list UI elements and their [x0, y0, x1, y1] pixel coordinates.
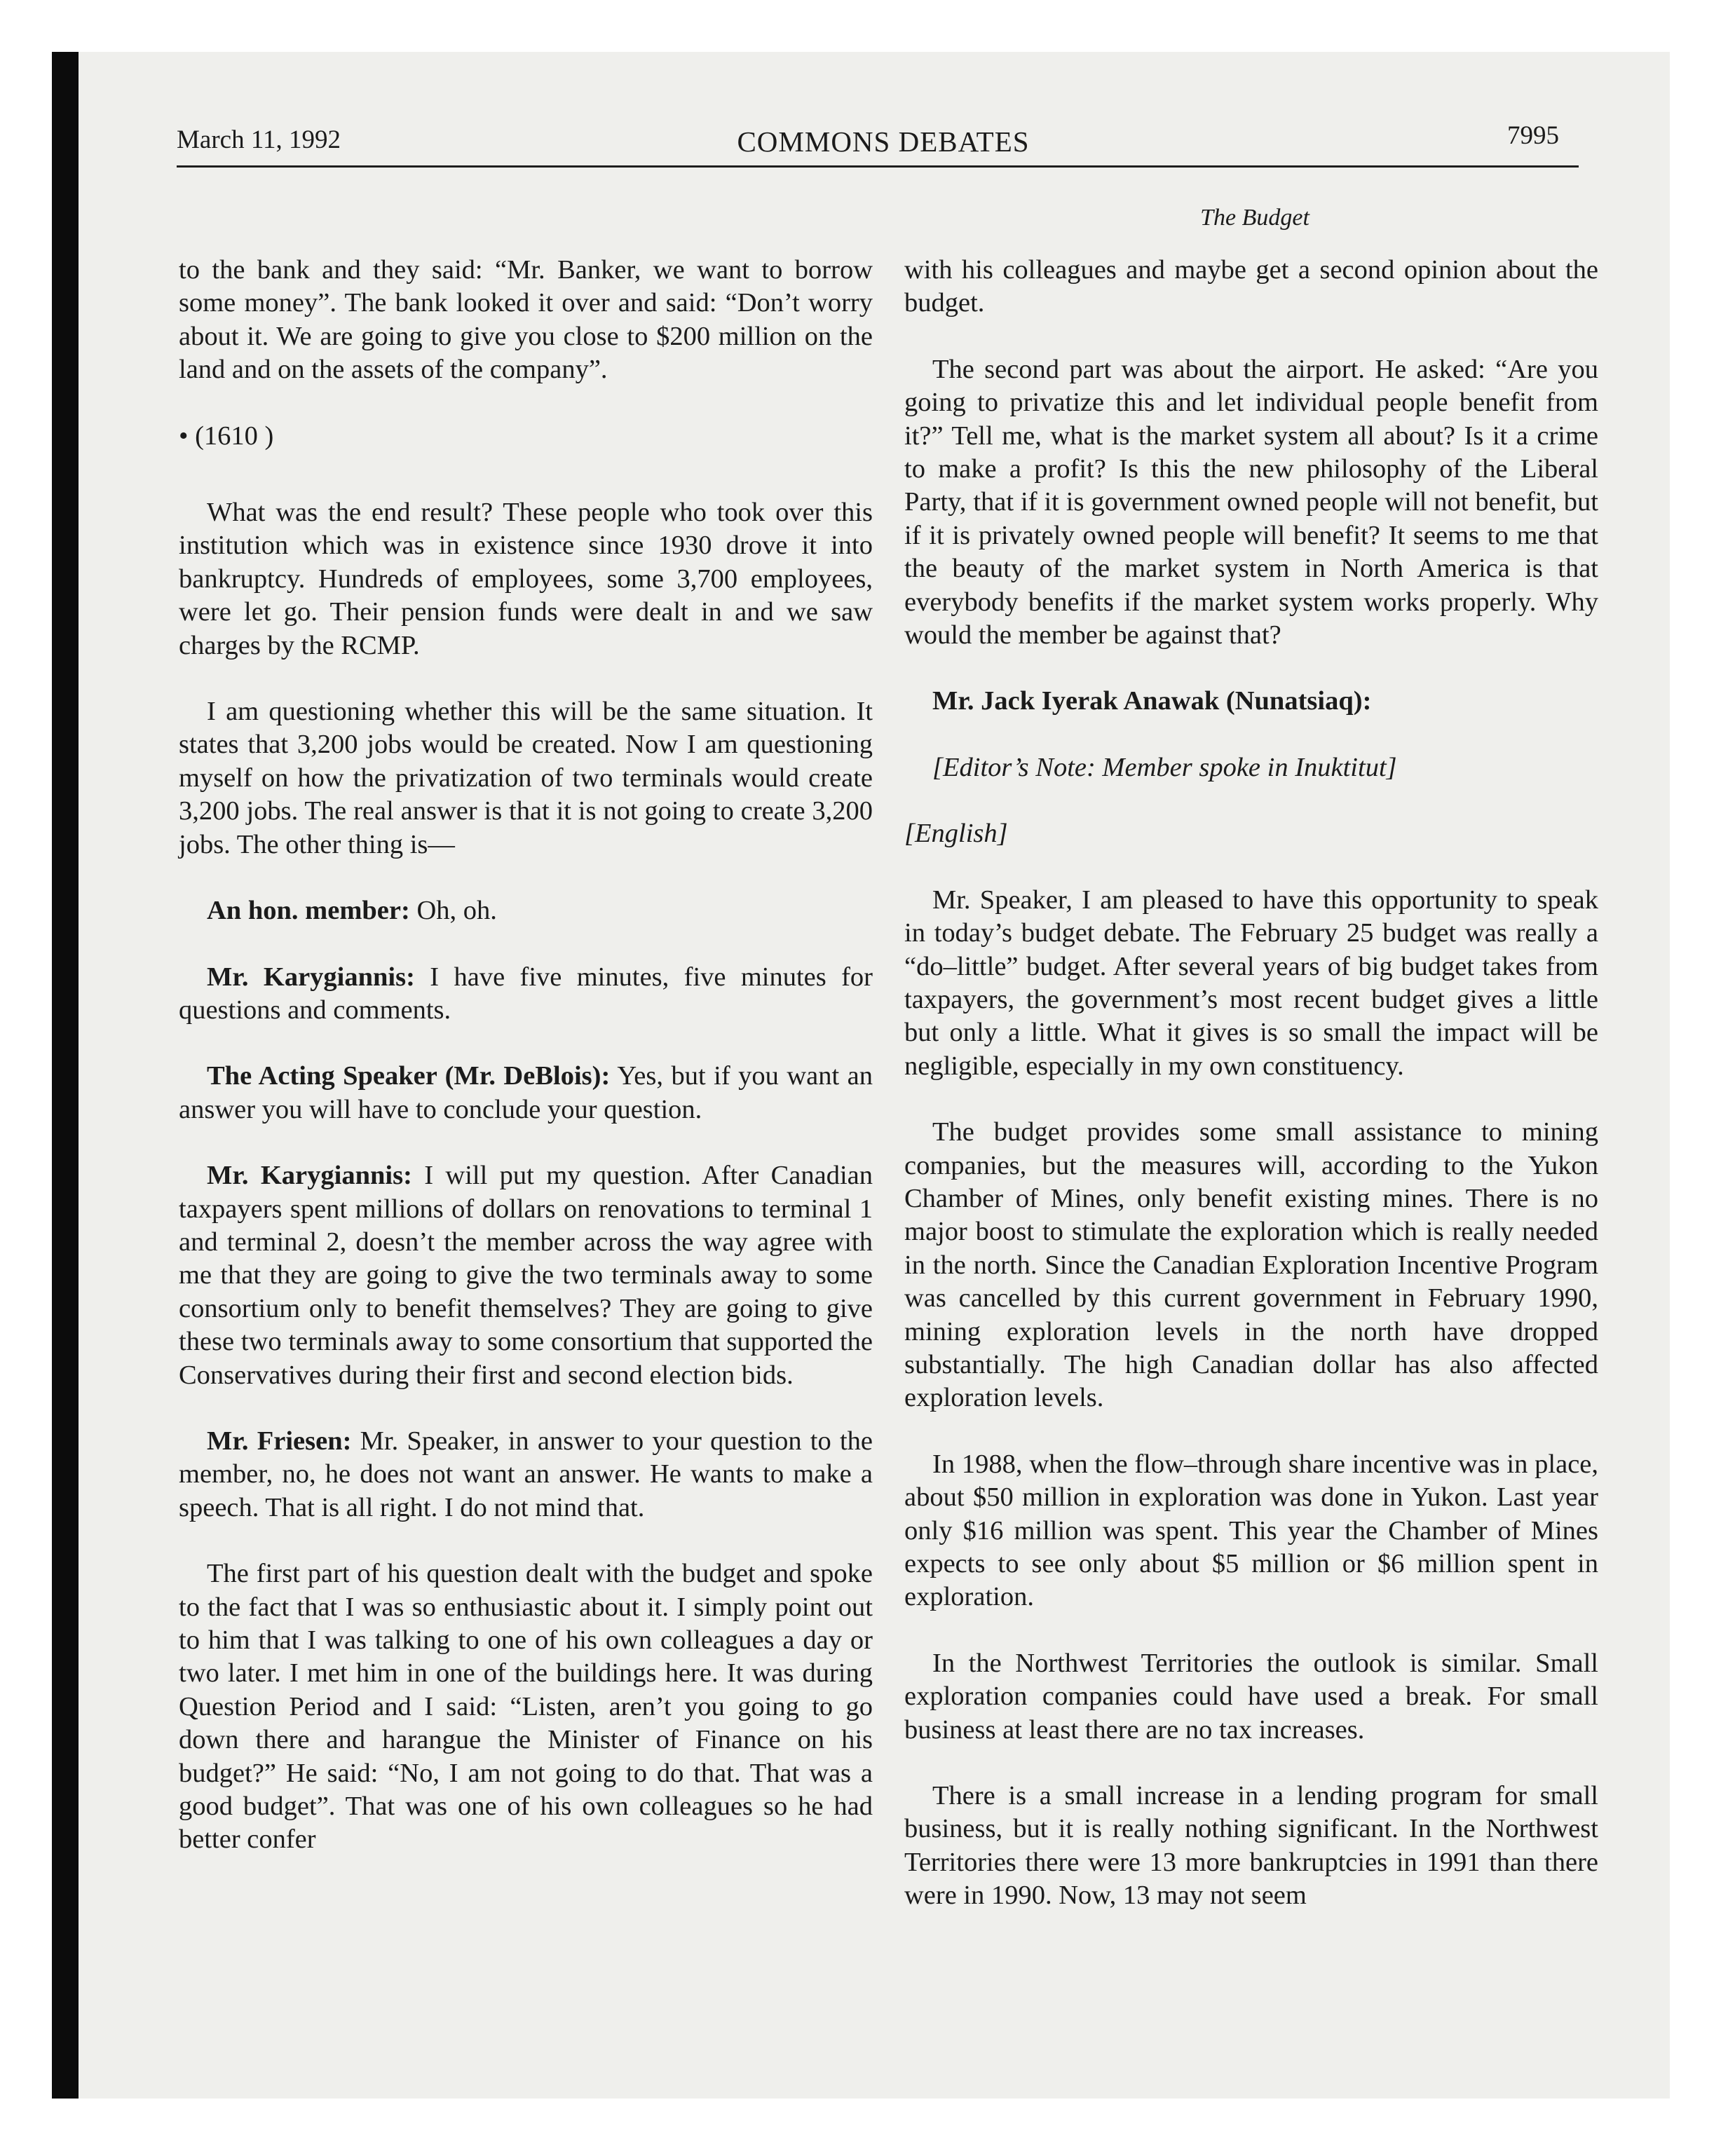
speaker-name: The Acting Speaker (Mr. DeBlois): — [207, 1061, 611, 1091]
paragraph: to the bank and they said: “Mr. Banker, we want to borrow some money”. The bank looked it over and said: “Don’t worry about it. We are going to give you close to $200 million on the land and on the assets of the company”. — [179, 255, 873, 385]
editors-note: [Editor’s Note: Member spoke in Inuktitut] — [932, 752, 1397, 782]
header-page-number: 7995 — [1507, 121, 1559, 150]
speaker-name: An hon. member: — [207, 896, 410, 926]
paragraph: I am questioning whether this will be the same situation. It states that 3,200 jobs would be created. Now I am questioning myself on how the privatization of two terminals would create 3,200 jobs. The real answer is that it is not going to create 3,200 jobs. The other thing is— — [179, 697, 873, 859]
speech-paragraph — [179, 894, 873, 927]
speech-text: Yes, but if you want an answer you will have to conclude your question. — [179, 1061, 873, 1124]
speech-paragraph — [179, 1159, 873, 1392]
paragraph: In the Northwest Territories the outlook is similar. Small exploration companies could have used a break. For small business at least there are no tax increases. — [904, 1648, 1598, 1745]
speaker-name: Mr. Karygiannis: — [207, 1161, 412, 1191]
left-column — [179, 254, 873, 1890]
speech-text: I will put my question. After Canadian taxpayers spent millions of dollars on renovations to terminal 1 and terminal 2, doesn’t the member across the way agree with me that they are going to give the two terminals away to some consortium only to benefit themselves? They are going to give these two terminals away to some consortium that supported the Conservatives during their first and second election bids. — [179, 1161, 873, 1390]
language-note: [English] — [904, 819, 1008, 849]
header-title: COMMONS DEBATES — [737, 125, 1030, 158]
scan-edge-bar — [52, 52, 79, 2099]
header-rule — [177, 165, 1579, 168]
speech-paragraph — [904, 685, 1598, 718]
paragraph: The second part was about the airport. He asked: “Are you going to privatize this and let individual people benefit from it?” Tell me, what is the market system all about? Is it a crime to make a profit? Is this the new philosophy of the Liberal Party, that if it is government owned people will not benefit, but if it is privately owned people will benefit? It seems to me that the beauty of the market system in North America is that everybody benefits if the market system works properly. Why would the member be against that? — [904, 354, 1598, 650]
paragraph: with his colleagues and maybe get a second opinion about the budget. — [904, 255, 1598, 318]
speech-paragraph — [179, 1425, 873, 1524]
speech-paragraph — [179, 961, 873, 1028]
paragraph: What was the end result? These people who took over this institution which was in existence since 1930 drove it into bankruptcy. Hundreds of employees, some 3,700 employees, were let go. Their pension funds were dealt in and we saw charges by the RCMP. — [179, 498, 873, 660]
speech-text: I have five minutes, five minutes for questions and comments. — [179, 962, 873, 1025]
speech-text: Oh, oh. — [409, 896, 497, 926]
speaker-name: Mr. Karygiannis: — [207, 962, 415, 992]
speech-text: Mr. Speaker, in answer to your question to the member, no, he does not want an answer. He wants to make a speech. That is all right. I do not mind that. — [179, 1426, 873, 1522]
paragraph: There is a small increase in a lending program for small business, but it is really nothing significant. In the Northwest Territories there were 13 more bankruptcies in 1991 than there were in 1990. Now, 13 may not seem — [904, 1781, 1598, 1911]
header-date: March 11, 1992 — [177, 125, 341, 154]
section-title: The Budget — [1200, 205, 1309, 231]
right-column — [904, 254, 1598, 1946]
paragraph: In 1988, when the flow–through share incentive was in place, about $50 million in exploration was done in Yukon. Last year only $16 million was spent. This year the Chamber of Mines expects to see only about $5 million or $6 million spent in exploration. — [904, 1449, 1598, 1612]
paragraph: Mr. Speaker, I am pleased to have this opportunity to speak in today’s budget debate. The February 25 budget was really a “do–little” budget. After several years of big budget takes from taxpayers, the government’s most recent budget gives a little but only a little. What it gives is so small the impact will be negligible, especially in my own constituency. — [904, 885, 1598, 1081]
time-marker: • (1610 ) — [179, 421, 274, 451]
speech-paragraph — [179, 1060, 873, 1126]
speaker-name: Mr. Jack Iyerak Anawak (Nunatsiaq): — [932, 686, 1372, 716]
speaker-name: Mr. Friesen: — [207, 1426, 352, 1456]
paragraph: The budget provides some small assistance to mining companies, but the measures will, according to the Yukon Chamber of Mines, only benefit existing mines. There is no major boost to stimulate the exploration which is really needed in the north. Since the Canadian Exploration Incentive Program was cancelled by this current government in February 1990, mining exploration levels in the north have dropped substantially. The high Canadian dollar has also affected exploration levels. — [904, 1117, 1598, 1413]
paragraph: The first part of his question dealt with the budget and spoke to the fact that I was so enthusiastic about it. I simply point out to him that I was talking to one of his own colleagues a day or two later. I met him in one of the buildings here. It was during Question Period and I said: “Listen, aren’t you going to go down there and harangue the Minister of Finance on his budget?” He said: “No, I am not going to do that. That was a good budget”. That was one of his own colleagues so he had better confer — [179, 1559, 873, 1855]
